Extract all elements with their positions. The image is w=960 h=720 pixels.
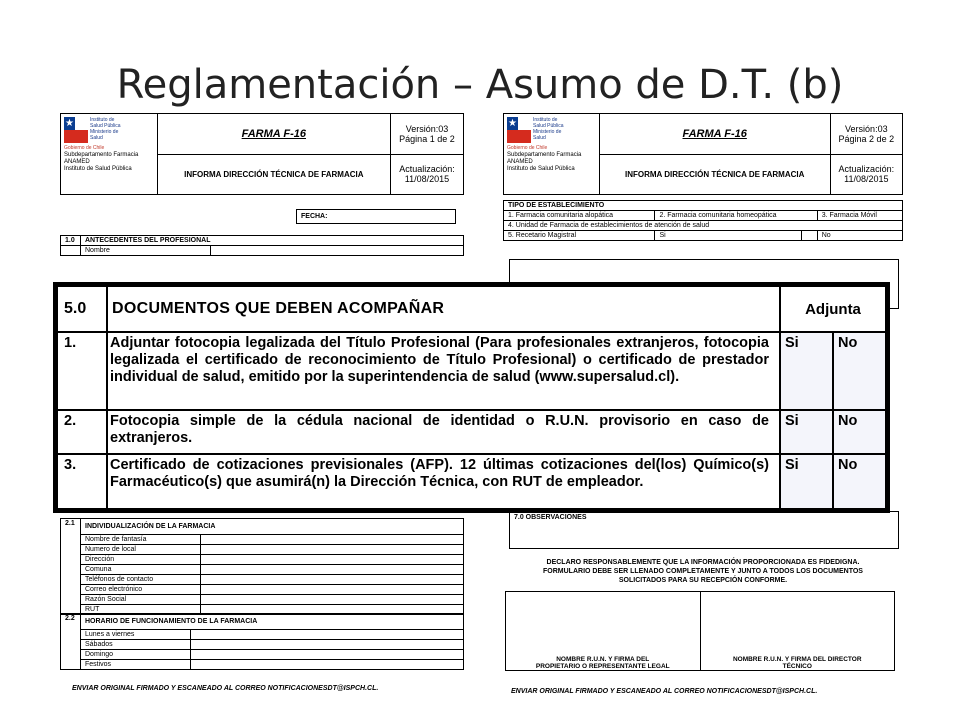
no-checkbox[interactable]: No (833, 454, 886, 509)
form-code: FARMA F-16 (157, 114, 390, 155)
documents-table (56, 285, 887, 510)
si-checkbox[interactable]: Si (780, 454, 833, 509)
section-1-table: 1.0 ANTECEDENTES DEL PROFESIONAL Nombre (60, 235, 464, 256)
section-title: DOCUMENTOS QUE DEBEN ACOMPAÑAR (107, 286, 780, 332)
document-requirement: Fotocopia simple de la cédula nacional de identidad o R.U.N. provisorio en caso de extranjeros. (107, 410, 780, 454)
no-checkbox[interactable]: No (833, 410, 886, 454)
form-title-2: INFORMA DIRECCIÓN TÉCNICA DE FARMACIA (599, 154, 830, 195)
isp-logo-icon: ★ Instituto de Salud Pública Ministerio de Salud (65, 117, 121, 141)
slide-title: Reglamentación – Asumo de D.T. (b) (116, 62, 844, 108)
si-checkbox[interactable]: Si (780, 332, 833, 410)
fecha-field[interactable]: FECHA: (296, 209, 456, 224)
logo-cell-2: ★ Instituto de Salud Pública Ministerio de Salud Gobierno de Chile Subdepartamento Farmacia ANAMED Instituto de Salud Pública (504, 114, 600, 195)
signature-director[interactable]: NOMBRE R.U.N. Y FIRMA DEL DIRECTOR TÉCNICO (700, 592, 895, 671)
declaration-text: DECLARO RESPONSABLEMENTE QUE LA INFORMACIÓN PROPORCIONADA ES FIDEDIGNA. FORMULARIO DEBE SER LLENADO COMPLETAMENTE Y JUNTO A TODOS LOS DOCUMENTOS SOLICITADOS PARA SU RECEPCIÓN CONFORME. (543, 559, 863, 584)
logo-cell: ★ Instituto de Salud Pública Ministerio de Salud Gobierno de Chile Subdepartamento Farmacia ANAMED Instituto de Salud Pública (61, 114, 158, 195)
observaciones-box[interactable]: 7.0 OBSERVACIONES (509, 511, 899, 549)
document-requirement: Adjuntar fotocopia legalizada del Título Profesional (Para profesionales extranjeros, fotocopia legalizada el certificado de reconocimiento de Título Profesional) o certificado de prestador individual de salud, emitido por la superintendencia de salud (www.supersalud.cl). (107, 332, 780, 410)
adjunta-header: Adjunta (780, 286, 886, 332)
row-number: 2. (57, 410, 107, 454)
footer-note-right: ENVIAR ORIGINAL FIRMADO Y ESCANEADO AL CORREO NOTIFICACIONESDT@ISPCH.CL. (511, 688, 818, 695)
update-cell: Actualización: 11/08/2015 (390, 154, 463, 195)
org-lines: Subdepartamento Farmacia ANAMED Instituto de Salud Pública (64, 152, 139, 172)
section-2-2-table: 2.2 HORARIO DE FUNCIONAMIENTO DE LA FARMACIA Lunes a viernes Sábados Domingo Festivos (60, 613, 464, 670)
isp-logo-icon-2: ★ Instituto de Salud Pública Ministerio de Salud (508, 117, 564, 141)
documents-overlay (53, 282, 890, 513)
version-cell: Versión:03 Página 1 de 2 (390, 114, 463, 155)
form-code-2: FARMA F-16 (599, 114, 830, 155)
section-2-1-table: 2.1 INDIVIDUALIZACIÓN DE LA FARMACIA Nombre de fantasía Numero de local Dirección Comuna Teléfonos de contacto Correo electrónico Razón Social RUT (60, 518, 464, 615)
section-number: 5.0 (57, 286, 107, 332)
row-number: 1. (57, 332, 107, 410)
no-checkbox[interactable]: No (833, 332, 886, 410)
si-checkbox[interactable]: Si (780, 410, 833, 454)
document-requirement: Certificado de cotizaciones previsionales (AFP). 12 últimas cotizaciones del(los) Químico(s) Farmacéutico(s) que asumirá(n) la Dirección Técnica, con RUT de empleador. (107, 454, 780, 509)
nombre-input[interactable] (211, 246, 464, 256)
footer-note-left: ENVIAR ORIGINAL FIRMADO Y ESCANEADO AL CORREO NOTIFICACIONESDT@ISPCH.CL. (72, 685, 379, 692)
tipo-establecimiento-table: TIPO DE ESTABLECIMIENTO 1. Farmacia comunitaria alopática 2. Farmacia comunitaria homeopática 3. Farmacia Móvil 4. Unidad de Farmacia de establecimientos de atención de salud 5. Recetario Magistral Si No (503, 200, 903, 241)
signature-owner[interactable]: NOMBRE R.U.N. Y FIRMA DEL PROPIETARIO O REPRESENTANTE LEGAL (506, 592, 701, 671)
form-title: INFORMA DIRECCIÓN TÉCNICA DE FARMACIA (157, 154, 390, 195)
row-number: 3. (57, 454, 107, 509)
form-header-2: ★ Instituto de Salud Pública Ministerio de Salud Gobierno de Chile Subdepartamento Farmacia ANAMED Instituto de Salud Pública FARMA F-16 Versión:03 Página 2 de 2 INFORMA DIRECCIÓN TÉCNICA DE FARMACIA Actualización: 11/08/2015 (503, 113, 903, 195)
form-header (60, 113, 464, 195)
signature-table (505, 591, 895, 671)
